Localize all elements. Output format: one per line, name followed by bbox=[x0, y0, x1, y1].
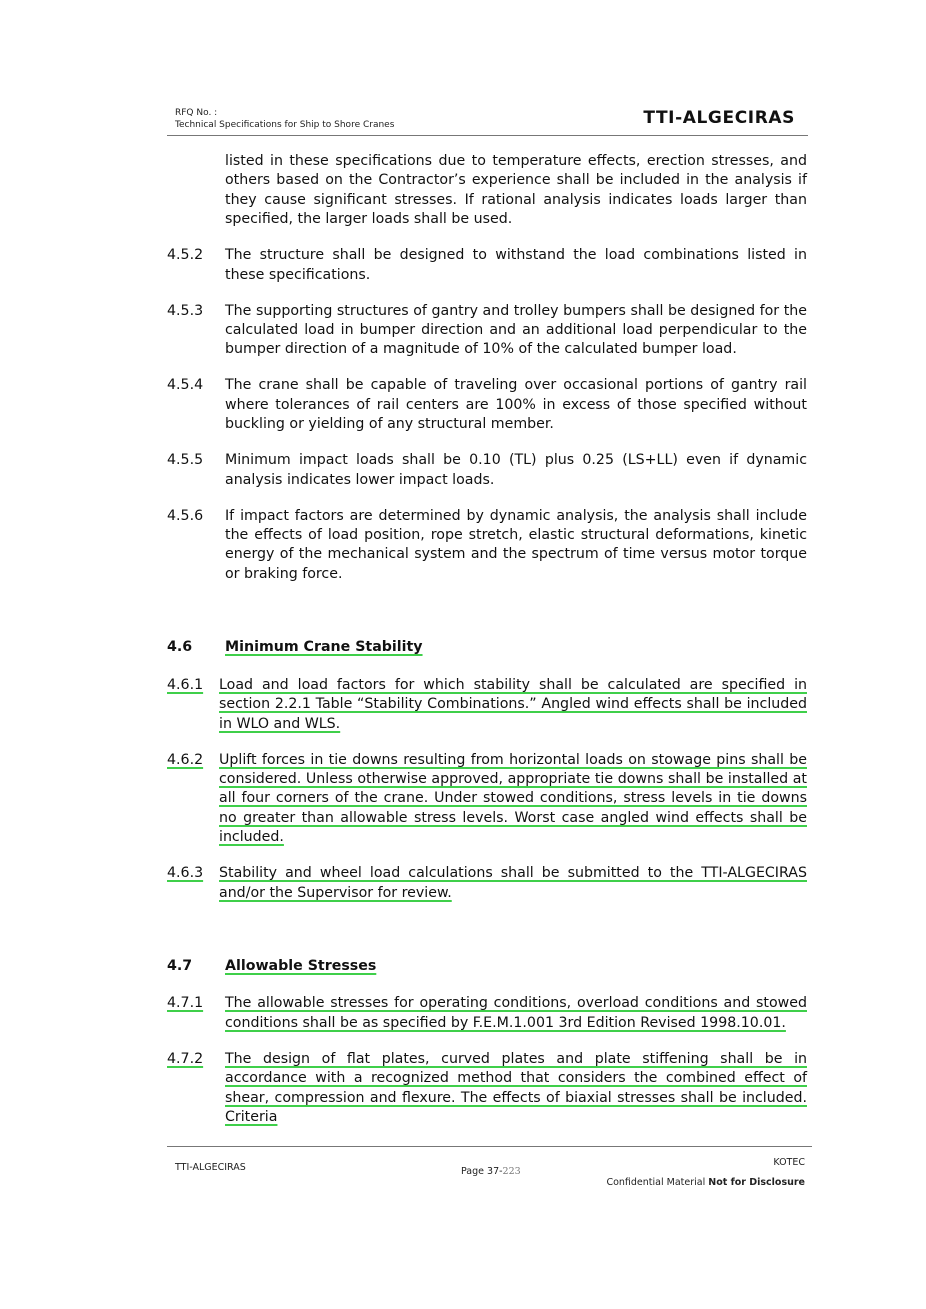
clause-text: The structure shall be designed to withstand the load combinations listed in these specifications. bbox=[225, 247, 807, 283]
clause-4-6-3 bbox=[167, 864, 807, 903]
clause-text: The allowable stresses for operating conditions, overload conditions and stowed conditions shall be as specified by F.E.M.1.001 3rd Edition Revised 1998.10.01. bbox=[225, 995, 807, 1031]
rfq-label: RFQ No. : bbox=[175, 108, 218, 118]
clause-4-7-2 bbox=[167, 1050, 807, 1128]
disclosure-label: Not for Disclosure bbox=[708, 1177, 805, 1188]
clause-4-5-4 bbox=[167, 376, 807, 434]
clause-text: Load and load factors for which stability shall be calculated are specified in section 2.2.1 Table “Stability Combinations.” Angled wind effects shall be included in WLO and WLS. bbox=[219, 676, 807, 732]
clause-number: 4.5.2 bbox=[167, 247, 204, 264]
clause-text: Stability and wheel load calculations shall be submitted to the TTI-ALGECIRAS and/or the Supervisor for review. bbox=[219, 865, 807, 901]
section-4-7-heading bbox=[167, 957, 807, 976]
header-info bbox=[175, 107, 394, 131]
clause-text: The supporting structures of gantry and trolley bumpers shall be designed for the calculated load in bumper direction and an additional load perpendicular to the bumper direction of a magnitude of 10% of the calculated bumper load. bbox=[225, 302, 807, 358]
page-total: 223 bbox=[502, 1166, 521, 1177]
header-divider bbox=[167, 135, 808, 136]
section-title: Allowable Stresses bbox=[225, 957, 377, 974]
page-number bbox=[461, 1166, 521, 1177]
clause-text: Minimum impact loads shall be 0.10 (TL) plus 0.25 (LS+LL) even if dynamic analysis indicates lower impact loads. bbox=[225, 452, 807, 488]
clause-4-6-2 bbox=[167, 751, 807, 848]
clause-number: 4.5.4 bbox=[167, 377, 204, 394]
clause-4-7-1 bbox=[167, 994, 807, 1033]
clause-text: The design of flat plates, curved plates and plate stiffening shall be in accordance with a recognized method that considers the combined effect of shear, compression and flexure. The effects of biaxial stresses shall be included. Criteria bbox=[225, 1050, 807, 1125]
section-number: 4.6 bbox=[167, 639, 193, 656]
clause-number: 4.5.3 bbox=[167, 302, 204, 319]
document-title: TTI-ALGECIRAS bbox=[643, 108, 795, 128]
confidential-label: Confidential Material bbox=[606, 1177, 709, 1188]
clause-number: 4.7.1 bbox=[167, 995, 204, 1012]
clause-4-6-1 bbox=[167, 676, 807, 734]
section-number: 4.7 bbox=[167, 957, 193, 974]
clause-number: 4.6.2 bbox=[167, 751, 204, 768]
page-content bbox=[167, 152, 807, 1144]
clause-4-5-2 bbox=[167, 246, 807, 285]
clause-text: The crane shall be capable of traveling over occasional portions of gantry rail where tolerances of rail centers are 100% in excess of those specified without buckling or yielding of any structural member. bbox=[225, 377, 807, 433]
intro-paragraph: listed in these specifications due to temperature effects, erection stresses, and others based on the Contractor’s experience shall be included in the analysis if they cause significant stresses. If rational analysis indicates loads larger than specified, the larger loads shall be used. bbox=[225, 153, 807, 228]
clause-text: Uplift forces in tie downs resulting from horizontal loads on stowage pins shall be considered. Unless otherwise approved, appropriate tie downs shall be installed at all four corners of the crane. Under stowed conditions, stress levels in tie downs no greater than allowable stress levels. Worst case angled wind effects shall be included. bbox=[219, 751, 807, 846]
footer-confidential bbox=[606, 1177, 805, 1188]
clause-text: If impact factors are determined by dynamic analysis, the analysis shall include the effects of load position, rope stretch, elastic structural deformations, kinetic energy of the mechanical system and the spectrum of time versus motor torque or braking force. bbox=[225, 507, 807, 582]
page-prefix: Page 37- bbox=[461, 1166, 503, 1177]
clause-4-5-3 bbox=[167, 302, 807, 360]
clause-number: 4.5.6 bbox=[167, 507, 204, 524]
section-title: Minimum Crane Stability bbox=[225, 639, 423, 656]
clause-number: 4.7.2 bbox=[167, 1050, 204, 1067]
clause-4-5-6 bbox=[167, 507, 807, 585]
clause-number: 4.5.5 bbox=[167, 452, 204, 469]
document-subtitle: Technical Specifications for Ship to Shore Cranes bbox=[175, 120, 395, 130]
footer-project: TTI-ALGECIRAS bbox=[175, 1162, 246, 1173]
footer-divider bbox=[167, 1146, 812, 1147]
clause-number: 4.6.3 bbox=[167, 865, 204, 882]
clause-number: 4.6.1 bbox=[167, 676, 204, 693]
clause-4-5-5 bbox=[167, 451, 807, 490]
section-4-6-heading bbox=[167, 638, 807, 657]
footer-company: KOTEC bbox=[773, 1157, 805, 1168]
